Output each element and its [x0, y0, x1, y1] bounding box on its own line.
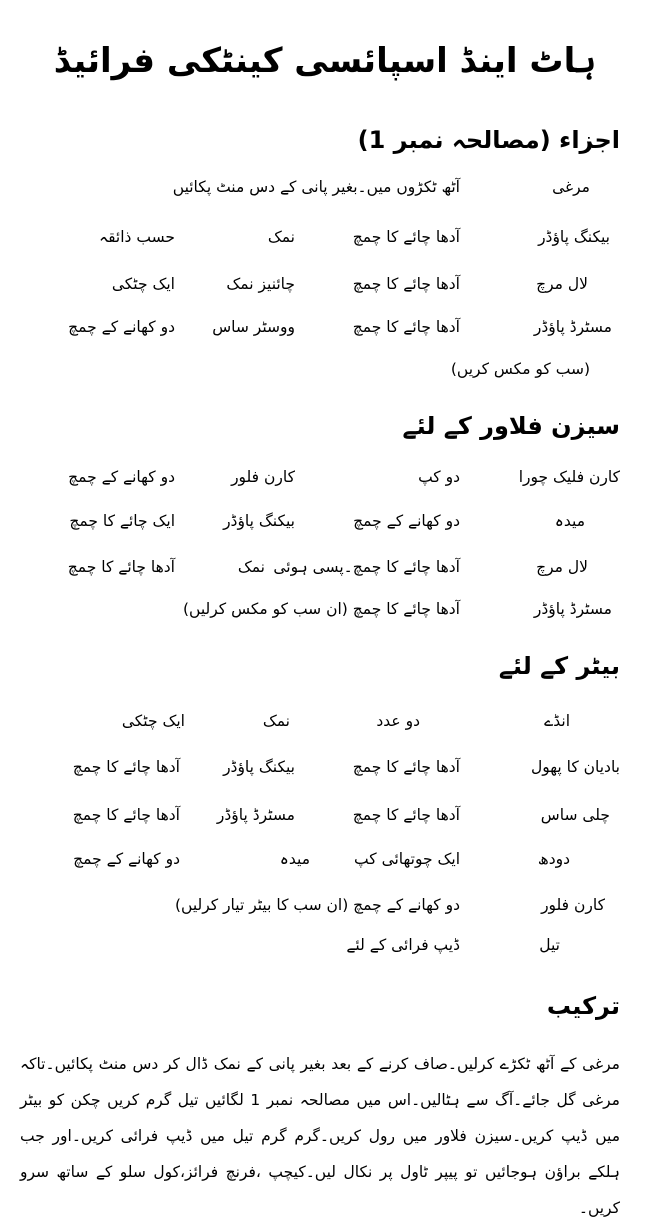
ingredient-quantity: آدھا چائے کا چمچ [72, 758, 180, 776]
ingredient-quantity: آدھا چائے کا چمچ [352, 318, 460, 336]
ingredient-name: میدہ [279, 850, 310, 868]
ingredient-quantity: حسب ذائقہ [98, 228, 175, 246]
mix-note: (سب کو مکس کریں) [450, 360, 590, 378]
ingredient-name: مسٹرڈ پاؤڈر [216, 806, 295, 824]
ingredients-heading: اجزاء (مصالحہ نمبر 1) [357, 126, 620, 154]
ingredient-quantity: دو کھانے کے چمچ [68, 468, 175, 486]
ingredient-quantity: آدھا چائے کا چمچ [352, 228, 460, 246]
ingredient-quantity: ایک چٹکی [121, 712, 185, 730]
ingredient-name: کارن فلیک چورا [518, 468, 620, 486]
ingredient-quantity: ڈیپ فرائی کے لئے [346, 936, 460, 954]
ingredient-quantity: ایک چوتھائی کپ [354, 850, 460, 868]
recipe-title: ہاٹ اینڈ اسپائسی کینٹکی فرائیڈ [53, 41, 597, 81]
ingredient-quantity: دو کھانے کے چمچ [73, 850, 180, 868]
ingredient-quantity: دو کھانے کے چمچ [68, 318, 175, 336]
ingredient-name: بیکنگ پاؤڈر [223, 512, 295, 530]
ingredient-quantity: آدھا چائے کا چمچ۔پسی ہوئی [273, 558, 460, 576]
ingredient-name: نمک [237, 558, 265, 576]
ingredient-name: نمک [267, 228, 295, 246]
ingredient-name: مسٹرڈ پاؤڈر [533, 318, 612, 336]
ingredient-quantity: آدھا چائے کا چمچ [72, 806, 180, 824]
ingredient-quantity: آدھا چائے کا چمچ [67, 558, 175, 576]
ingredient-quantity: دو کھانے کے چمچ [353, 512, 460, 530]
ingredient-quantity: آدھا چائے کا چمچ [352, 806, 460, 824]
ingredient-quantity: دو عدد [376, 712, 420, 730]
ingredient-name: بیکنگ پاؤڈر [538, 228, 610, 246]
method-text: مرغی کے آٹھ ٹکڑے کرلیں۔صاف کرنے کے بعد بغیر پانی کے نمک ڈال کر دس منٹ پکائیں۔تاکہ مرغی گل جائے۔آگ سے ہٹالیں۔اس میں مصالحہ نمبر 1 لگائیں تیل گرم کریں چکن کو بیٹر میں ڈیپ کریں۔سیزن فلاور میں رول کریں۔گرم گرم تیل میں ڈیپ فرائی کریں۔اور جب ہلکے براؤن ہوجائیں تو پیپر ٹاول پر نکال لیں۔کیچپ ،فرنچ فرائز،کول سلو کے ساتھ سرو کریں۔ [20, 1055, 620, 1217]
ingredient-name: انڈے [544, 712, 570, 730]
ingredient-quantity: دو کھانے کے چمچ (ان سب کا بیٹر تیار کرلیں) [174, 896, 460, 914]
ingredient-quantity: ایک چٹکی [111, 275, 175, 293]
ingredient-name: میدہ [554, 512, 585, 530]
ingredient-name: لال مرچ [536, 558, 588, 576]
ingredient-name: مرغی [552, 178, 590, 196]
ingredient-quantity: دو کپ [418, 468, 460, 486]
ingredient-name: کارن فلور [541, 896, 605, 914]
ingredient-name: تیل [539, 936, 560, 954]
ingredient-quantity: آدھا چائے کا چمچ [352, 275, 460, 293]
ingredient-name: لال مرچ [536, 275, 588, 293]
ingredient-name: مسٹرڈ پاؤڈر [533, 600, 612, 618]
method-heading: ترکیب [546, 992, 620, 1020]
ingredient-name: نمک [262, 712, 290, 730]
ingredient-name: کارن فلور [231, 468, 295, 486]
ingredient-name: چلی ساس [540, 806, 610, 824]
ingredient-name: دودھ [537, 850, 570, 868]
season-flour-heading: سیزن فلاور کے لئے [402, 412, 620, 440]
ingredient-name: بیکنگ پاؤڈر [223, 758, 295, 776]
ingredient-quantity: ایک چائے کا چمچ [69, 512, 175, 530]
ingredient-name: ووسٹر ساس [212, 318, 295, 336]
ingredient-name: بادیان کا پھول [530, 758, 620, 776]
ingredient-quantity: آدھا چائے کا چمچ [352, 758, 460, 776]
batter-heading: بیٹر کے لئے [498, 652, 620, 680]
ingredient-quantity: آٹھ ٹکڑوں میں۔بغیر پانی کے دس منٹ پکائیں [172, 178, 460, 196]
ingredient-quantity: آدھا چائے کا چمچ (ان سب کو مکس کرلیں) [182, 600, 460, 618]
ingredient-name: چائنیز نمک [226, 275, 295, 293]
